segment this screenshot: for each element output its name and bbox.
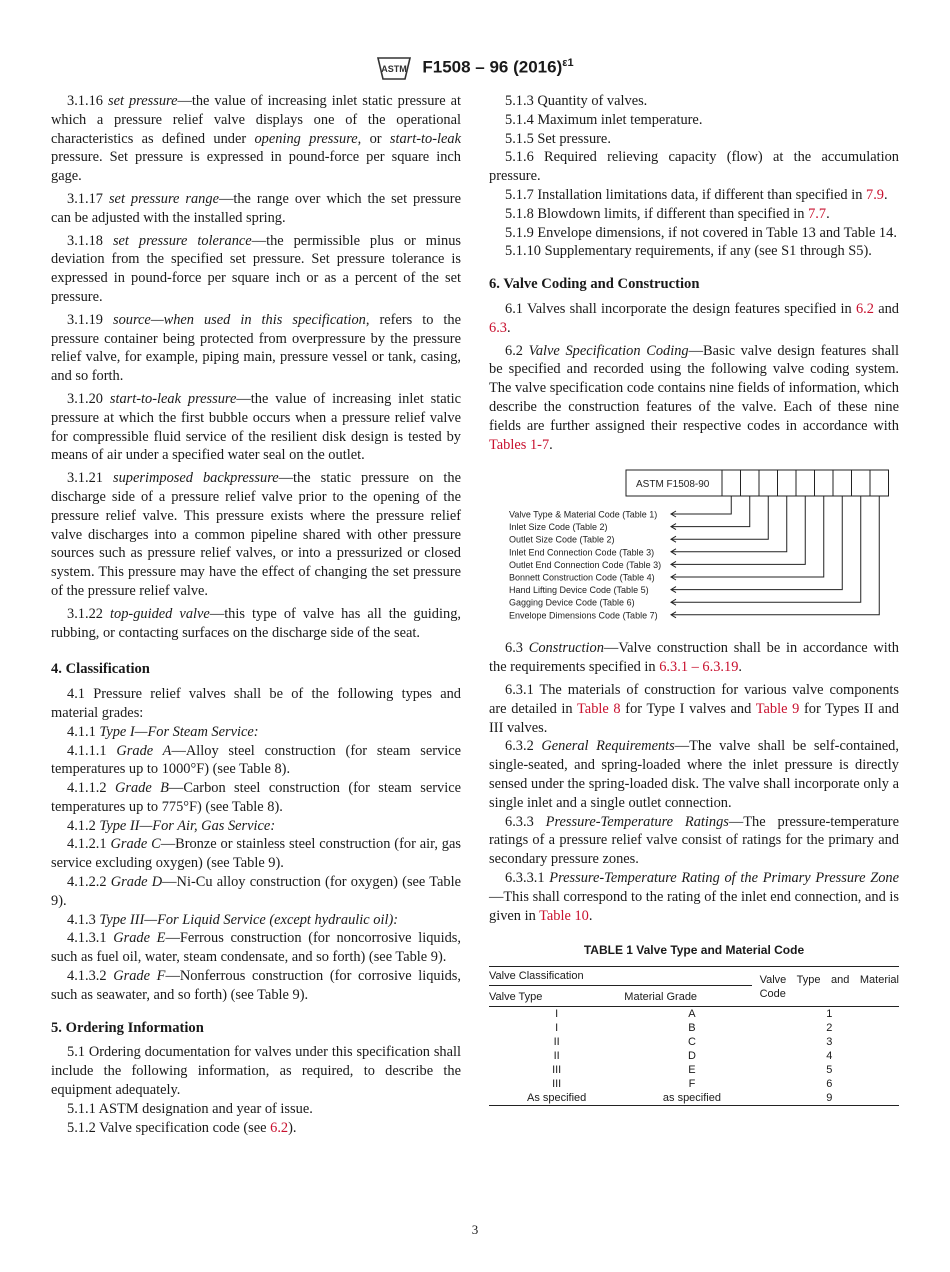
para-6-3-3: 6.3.3 Pressure-Temperature Ratings—The pressure-temperature ratings of a pressure relief valve consist of ratings for the primary and secondary pressure zones.: [489, 813, 899, 868]
table-cell: 5: [826, 1064, 833, 1077]
col-header-code: Valve Type and Material Code: [759, 973, 899, 1000]
para-3-1-18: 3.1.18 set pressure tolerance—the permissible plus or minus deviation from the specified set pressure. Set pressure tolerance is expressed in pound-force per square inch or as a percent of the set pressure.: [51, 232, 461, 305]
para-3-1-19: 3.1.19 source—when used in this specification, refers to the pressure container being protected from overpressure by the pressure relief valve, for example, piping main, pressure vessel or tank, casing, and so forth.: [51, 311, 462, 385]
para-4-1-3-1: 4.1.3.1 Grade E—Ferrous construction (for noncorrosive liquids, such as fuel oil, water, steam condensate, and so forth) (see Table 9).: [51, 930, 461, 966]
para-5-1-3: 5.1.3 Quantity of valves.: [505, 93, 648, 109]
leader-line: [671, 496, 731, 514]
para-4-1-2: 4.1.2 Type II—For Air, Gas Service:: [67, 817, 276, 834]
para-3-1-17: 3.1.17 set pressure range—the range over which the set pressure can be adjusted with the installed spring.: [51, 190, 461, 226]
code-field-box: [722, 470, 741, 496]
para-5-1-5: 5.1.5 Set pressure.: [505, 130, 611, 147]
table-row: [489, 1049, 899, 1063]
para-4-1-1: 4.1.1 Type I—For Steam Service:: [67, 723, 259, 740]
table-cell: 9: [826, 1092, 833, 1105]
link-6-3[interactable]: 6.3: [489, 319, 507, 336]
table-cell: B: [688, 1022, 696, 1035]
para-4-1-2-2: 4.1.2.2 Grade D—Ni-Cu alloy construction (for oxygen) (see Table 9).: [51, 874, 462, 909]
table-cell: C: [687, 1036, 696, 1049]
para-4-1: 4.1 Pressure relief valves shall be of the following types and material grades:: [51, 686, 461, 721]
para-6-3-2: 6.3.2 General Requirements—The valve shall be self-contained, single-seated, and spring-loaded where the inlet pressure is directly sensed under the spring-loaded disk. The valve shall incorporate only a single inlet and a single outlet connection.: [489, 738, 899, 811]
code-field-label: Bonnett Construction Code (Table 4): [509, 572, 655, 583]
table-cell: III: [552, 1064, 562, 1077]
code-field-box: [796, 470, 815, 496]
para-4-1-1-2: 4.1.1.2 Grade B—Carbon steel construction (for steam service temperatures up to 775°F) (see Table 8).: [51, 780, 461, 815]
para-4-1-1-1: 4.1.1.1 Grade A—Alloy steel construction (for steam service temperatures up to 1000°F) (see Table 8).: [51, 742, 461, 778]
para-6-3-3-1: 6.3.3.1 Pressure-Temperature Rating of the Primary Pressure Zone—This shall correspond to the rating of the inlet end connection, and is given in Table 10.: [489, 869, 899, 924]
para-5-1-1: 5.1.1 ASTM designation and year of issue.: [67, 1100, 313, 1117]
link-6-3-1-to-6-3-19[interactable]: 6.3.1 – 6.3.19: [659, 659, 739, 676]
table-cell: 3: [826, 1036, 833, 1049]
para-3-1-20: 3.1.20 start-to-leak pressure—the value of increasing inlet static pressure at which the first bubble occurs when a pressure relief valve for compressible fluid service of the resilient disk design is tested by means of air under a specified water seal on the outlet.: [51, 390, 462, 464]
table-cell: 6: [826, 1078, 833, 1091]
para-5-1-7: 5.1.7 Installation limitations data, if different than specified in 7.9.: [505, 186, 888, 203]
para-6-2: 6.2 Valve Specification Coding—Basic valve design features shall be specified and recorded using the following valve coding system. The valve specification code contains nine fields of information, which describe the construction features of the valve. Each of these nine fields are further assigned their respective codes in accordance with Tables 1-7.: [489, 342, 899, 453]
table-cell: II: [553, 1050, 560, 1063]
leader-line: [671, 496, 805, 564]
leader-line: [671, 496, 768, 539]
col-header-grade: Material Grade: [624, 991, 698, 1004]
para-4-1-2-1: 4.1.2.1 Grade C—Bronze or stainless steel construction (for air, gas service excluding oxygen) (see Table 9).: [51, 836, 461, 872]
code-field-label: Hand Lifting Device Code (Table 5): [509, 585, 649, 596]
code-prefix-label: ASTM F1508-90: [636, 479, 710, 491]
table-cell: 4: [826, 1050, 833, 1063]
table-cell: II: [553, 1036, 560, 1049]
para-5-1-8: 5.1.8 Blowdown limits, if different than specified in 7.7.: [505, 205, 830, 222]
para-5-1-2: 5.1.2 Valve specification code (see 6.2).: [67, 1119, 297, 1136]
table-cell: A: [688, 1008, 696, 1021]
valve-coding-diagram: [489, 460, 899, 625]
logo-text: ASTM: [381, 64, 408, 74]
link-table-8[interactable]: Table 8: [577, 700, 621, 717]
para-5-1-4: 5.1.4 Maximum inlet temperature.: [505, 111, 703, 128]
table-row: [489, 1021, 899, 1035]
leader-line: [671, 496, 861, 602]
table-cell: F: [688, 1078, 696, 1091]
para-6-3: 6.3 Construction—Valve construction shall be in accordance with the requirements specified in 6.3.1 – 6.3.19.: [489, 640, 899, 676]
section-heading-5: 5. Ordering Information: [51, 1019, 204, 1036]
link-6-2[interactable]: 6.2: [855, 300, 874, 317]
table-row: [489, 1035, 899, 1049]
code-field-box: [759, 470, 778, 496]
code-field-label: Outlet Size Code (Table 2): [509, 535, 615, 546]
document-designation: F1508 – 96 $(2016)^{\varepsilon 1}$: [422, 56, 574, 77]
table-cell: 1: [826, 1008, 833, 1021]
table-row: [489, 1091, 899, 1106]
code-field-box: [741, 470, 760, 496]
code-field-label: Inlet Size Code (Table 2): [509, 522, 608, 533]
page-number: 3: [471, 1222, 479, 1237]
code-field-label: Valve Type & Material Code (Table 1): [509, 509, 658, 520]
para-5-1-6: 5.1.6 Required relieving capacity (flow) at the accumulation pressure.: [489, 149, 899, 185]
table-1-title: TABLE 1 Valve Type and Material Code: [583, 943, 805, 958]
col-header-type: Valve Type: [489, 991, 543, 1004]
section-heading-4: 4. Classification: [51, 661, 150, 678]
link-7-9[interactable]: 7.9: [866, 186, 885, 203]
table-row: [489, 1077, 899, 1091]
link-7-7[interactable]: 7.7: [808, 205, 827, 222]
leader-line: [671, 496, 750, 527]
table-cell: I: [555, 1022, 559, 1035]
table-row: [489, 1063, 899, 1077]
page-header: [0, 52, 950, 82]
table-cell: D: [687, 1050, 696, 1063]
para-5-1: 5.1 Ordering documentation for valves under this specification shall include the following information, as required, to describe the equipment adequately.: [51, 1044, 461, 1099]
group-header: Valve Classification: [489, 967, 760, 989]
para-3-1-22: 3.1.22 top-guided valve—this type of valve has all the guiding, rubbing, or contacting surfaces on the discharge side of the seat.: [51, 605, 461, 641]
section-heading-6: 6. Valve Coding and Construction: [489, 276, 700, 293]
code-field-label: Gagging Device Code (Table 6): [509, 598, 635, 609]
para-3-1-21: 3.1.21 superimposed backpressure—the static pressure on the discharge side of a pressure relief valve prior to the opening of the pressure relief valve. This pressure exists where the pressure relief valve discharges into a common pipeline shared with other pressure sources such as pressure relief valves, or into a pressurized or closed system. This pressure may have the effect of changing the set pressure of the pressure relief valve.: [51, 470, 462, 599]
astm-logo-icon: [376, 52, 412, 82]
para-6-3-1: 6.3.1 The materials of construction for various valve components are detailed in Table 8 for Type I valves and Table 9 for Types II and III valves.: [489, 681, 899, 736]
link-6-2[interactable]: 6.2: [270, 1119, 289, 1136]
coding-diagram-svg: [489, 460, 899, 625]
table-cell: E: [688, 1064, 696, 1077]
para-5-1-9: 5.1.9 Envelope dimensions, if not covered in Table 13 and Table 14.: [505, 224, 897, 241]
table-cell: As specified: [526, 1092, 587, 1105]
para-5-1-10: 5.1.10 Supplementary requirements, if any (see S1 through S5).: [505, 243, 872, 260]
leader-line: [671, 496, 787, 552]
code-field-label: Outlet End Connection Code (Table 3): [509, 560, 662, 571]
table-cell: as specified: [662, 1092, 721, 1105]
right-column: [489, 92, 899, 1106]
code-field-label: Envelope Dimensions Code (Table 7): [509, 610, 658, 621]
para-4-1-3-2: 4.1.3.2 Grade F—Nonferrous construction (for corrosive liquids, such as seawater, and so forth) (see Table 9).: [51, 968, 462, 1003]
code-field-label: Inlet End Connection Code (Table 3): [509, 547, 655, 558]
code-field-box: [852, 470, 871, 496]
table-1: [489, 966, 899, 1106]
leader-line: [671, 496, 842, 590]
table-cell: 2: [826, 1022, 833, 1035]
para-3-1-16: 3.1.16 set pressure—the value of increasing inlet static pressure at which a pressure relief valve displays one of the operational characteristics as defined under opening pressure, or start-to-leak pressure. Set pressure is expressed in pound-force per square inch gage.: [51, 93, 462, 185]
code-field-box: [833, 470, 852, 496]
table-cell: I: [555, 1008, 559, 1021]
code-field-box: [870, 470, 889, 496]
link-table-10[interactable]: Table 10: [539, 907, 589, 924]
code-field-box: [778, 470, 797, 496]
link-table-9[interactable]: Table 9: [755, 700, 800, 717]
para-6-1: 6.1 Valves shall incorporate the design features specified in 6.2 and 6.3.: [489, 300, 899, 336]
table-row: [489, 1007, 899, 1022]
para-4-1-3: 4.1.3 Type III—For Liquid Service (except hydraulic oil):: [67, 911, 399, 928]
link-tables-1-7[interactable]: Tables 1-7: [489, 436, 550, 453]
table-cell: III: [552, 1078, 562, 1091]
code-field-box: [815, 470, 834, 496]
left-column: [51, 92, 461, 1137]
